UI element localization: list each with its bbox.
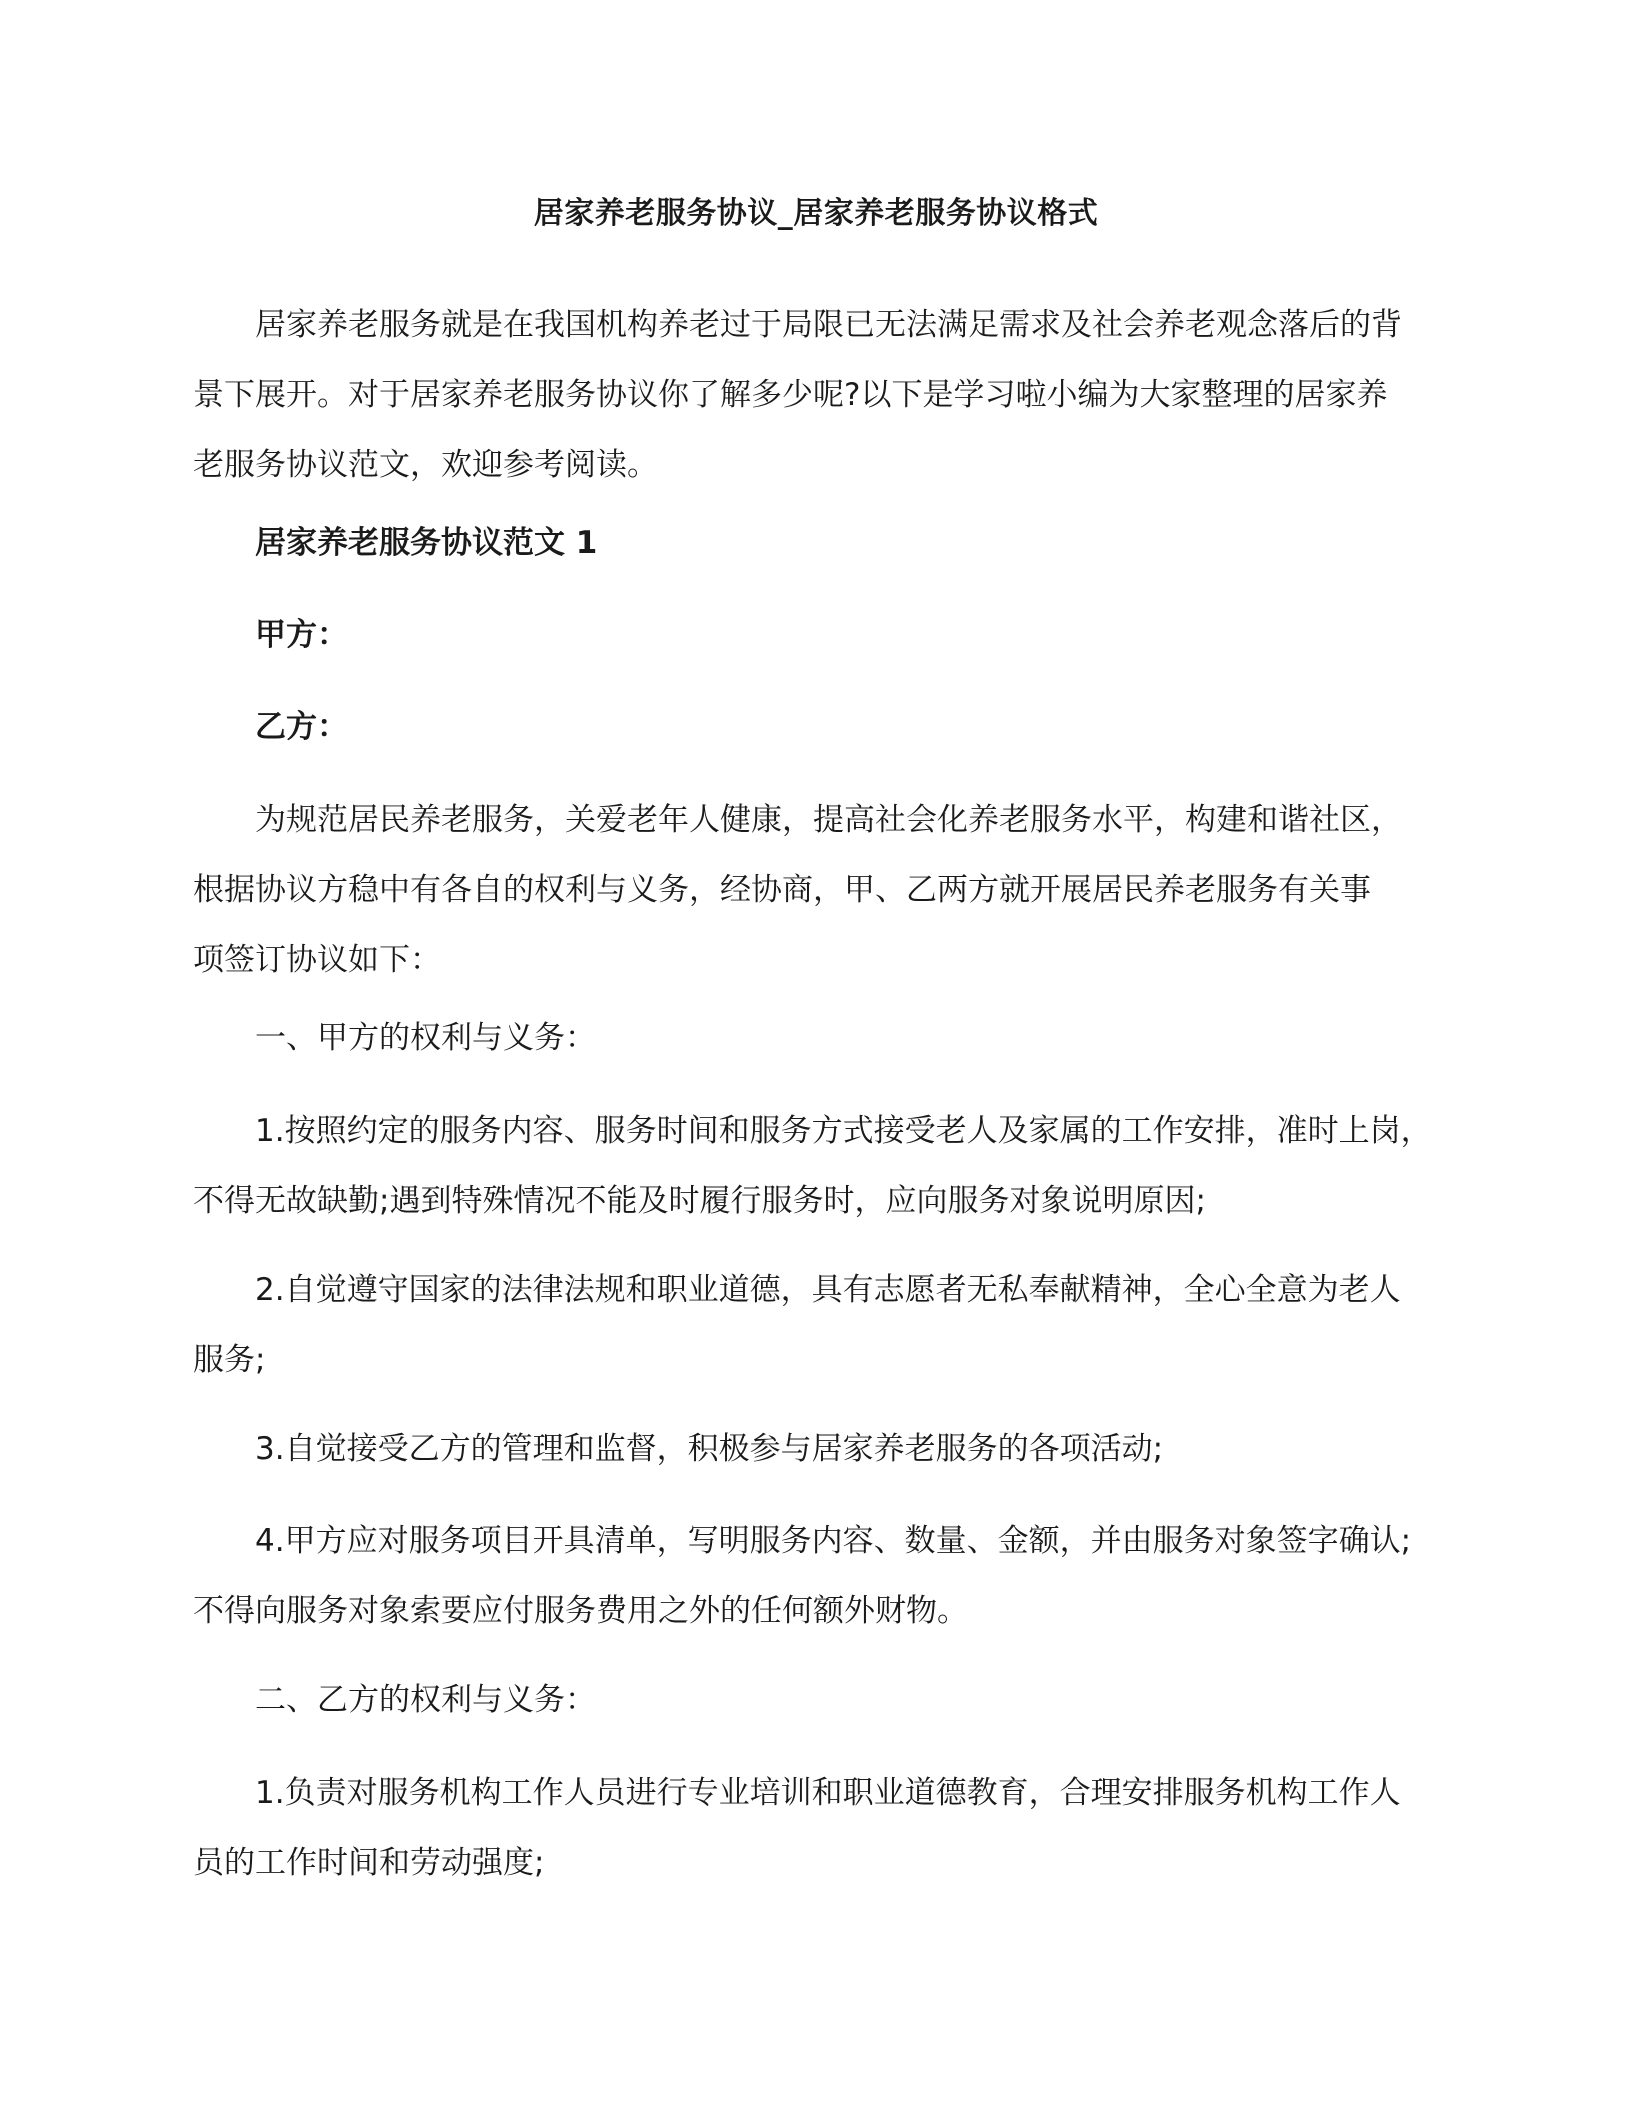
section-two-item-1: [193, 1758, 1443, 1898]
item-line: 3.自觉接受乙方的管理和监督，积极参与居家养老服务的各项活动;: [255, 1431, 1164, 1467]
party-a-label: 甲方：: [255, 617, 348, 653]
section-one-item-3: [193, 1414, 1443, 1484]
party-b-block: [193, 692, 1443, 762]
section-one-heading: 一、甲方的权利与义务：: [255, 1020, 596, 1056]
item-line: 1.按照约定的服务内容、服务时间和服务方式接受老人及家属的工作安排，准时上岗，: [255, 1113, 1432, 1149]
item-line: 不得向服务对象索要应付服务费用之外的任何额外财物。: [193, 1593, 968, 1629]
section-one-item-4: [193, 1506, 1443, 1646]
sample-heading: 居家养老服务协议范文 1: [255, 525, 598, 561]
preamble-paragraph: [193, 785, 1443, 995]
party-b-label: 乙方：: [255, 709, 348, 745]
section-two-heading: 二、乙方的权利与义务：: [255, 1682, 596, 1718]
document-title: 居家养老服务协议_居家养老服务协议格式: [533, 196, 1099, 231]
preamble-line: 为规范居民养老服务，关爱老年人健康，提高社会化养老服务水平，构建和谐社区，: [255, 802, 1402, 838]
item-line: 服务;: [193, 1342, 266, 1378]
section-two-heading-block: [193, 1665, 1443, 1735]
party-a-block: [193, 600, 1443, 670]
section-one-heading-block: [193, 1003, 1443, 1073]
intro-line: 居家养老服务就是在我国机构养老过于局限已无法满足需求及社会养老观念落后的背: [255, 307, 1402, 343]
preamble-line: 根据协议方稳中有各自的权利与义务，经协商，甲、乙两方就开展居民养老服务有关事: [193, 872, 1371, 908]
item-line: 1.负责对服务机构工作人员进行专业培训和职业道德教育，合理安排服务机构工作人: [255, 1775, 1401, 1811]
intro-line: 老服务协议范文，欢迎参考阅读。: [193, 447, 658, 483]
item-line: 4.甲方应对服务项目开具清单，写明服务内容、数量、金额，并由服务对象签字确认;: [255, 1523, 1412, 1559]
intro-line: 景下展开。对于居家养老服务协议你了解多少呢?以下是学习啦小编为大家整理的居家养: [193, 377, 1388, 413]
item-line: 2.自觉遵守国家的法律法规和职业道德，具有志愿者无私奉献精神，全心全意为老人: [255, 1272, 1401, 1308]
preamble-line: 项签订协议如下：: [193, 942, 441, 978]
section-one-item-2: [193, 1255, 1443, 1395]
intro-paragraph: [193, 290, 1443, 500]
item-line: 不得无故缺勤;遇到特殊情况不能及时履行服务时，应向服务对象说明原因;: [193, 1183, 1206, 1219]
sample-heading-block: [193, 508, 1443, 578]
section-one-item-1: [193, 1096, 1443, 1236]
item-line: 员的工作时间和劳动强度;: [193, 1845, 545, 1881]
